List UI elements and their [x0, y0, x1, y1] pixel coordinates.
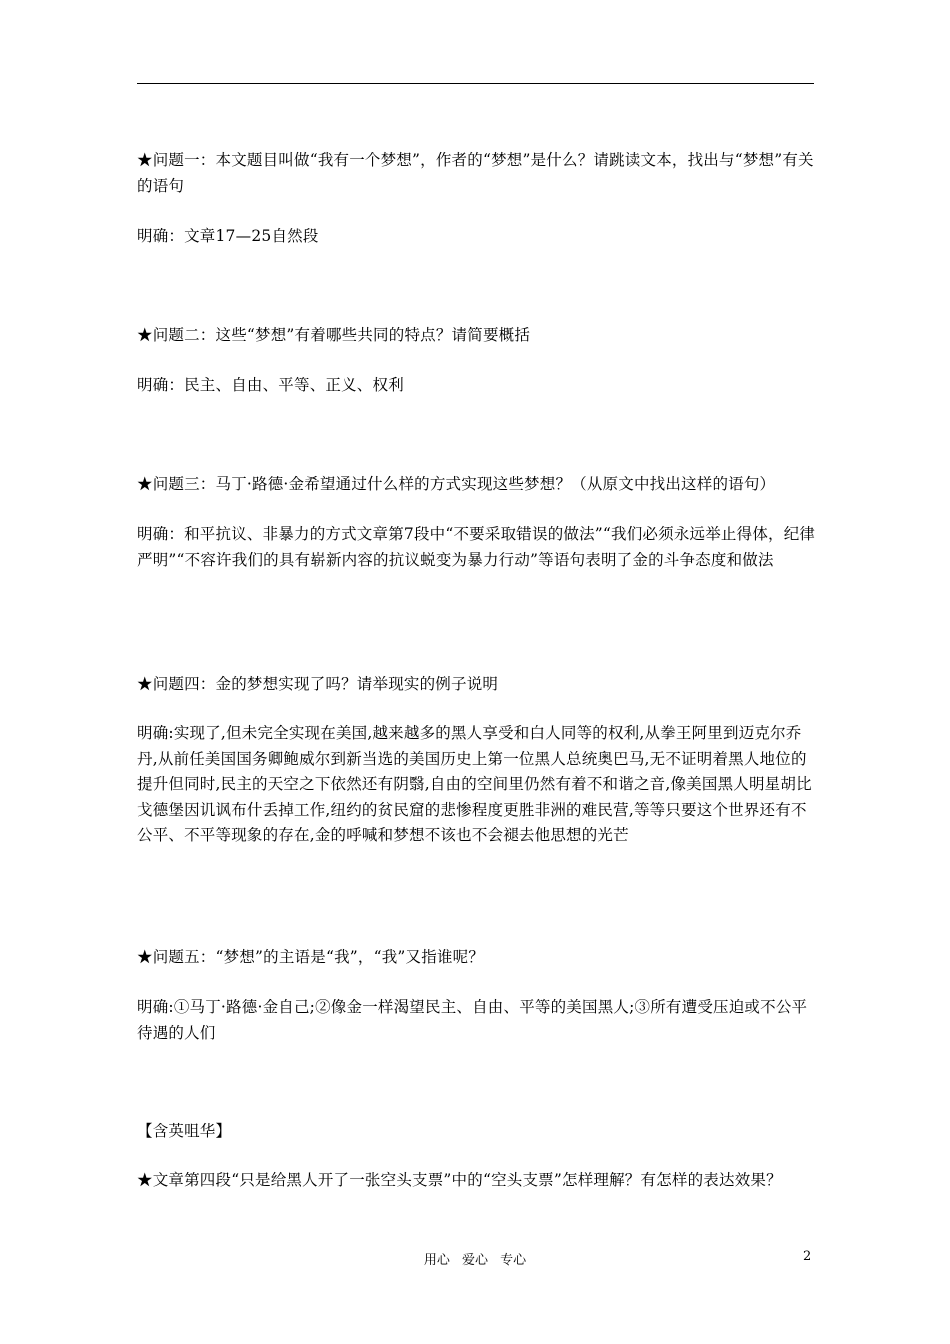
question-5: ★问题五：“梦想”的主语是“我”，“我”又指谁呢？ — [137, 948, 485, 966]
section-heading: 【含英咀华】 — [137, 1122, 232, 1140]
footer-motto: 用心 爱心 专心 — [423, 1253, 527, 1268]
question-4: ★问题四：金的梦想实现了吗？请举现实的例子说明 — [137, 675, 499, 693]
answer-2: 明确：民主、自由、平等、正义、权利 — [137, 376, 404, 394]
answer-3: 明确：和平抗议、非暴力的方式文章第7段中“不要采取错误的做法”“我们必须永远举止得体，纪律严明”“不容许我们的具有崭新内容的抗议蜕变为暴力行动”等语句表明了金的斗争态度和做法 — [137, 525, 816, 569]
answer-5: 明确:①马丁·路德·金自己;②像金一样渴望民主、自由、平等的美国黑人;③所有遭受压迫或不公平待遇的人们 — [137, 998, 808, 1042]
question-1: ★问题一：本文题目叫做“我有一个梦想”，作者的“梦想”是什么？请跳读文本，找出与“梦想”有关的语句 — [137, 151, 814, 195]
answer-1: 明确：文章17—25自然段 — [137, 227, 319, 245]
section-question: ★文章第四段“只是给黑人开了一张空头支票”中的“空头支票”怎样理解？有怎样的表达效果？ — [137, 1171, 782, 1189]
answer-4: 明确:实现了,但未完全实现在美国,越来越多的黑人享受和白人同等的权利,从拳王阿里到迈克尔乔丹,从前任美国国务卿鲍威尔到新当选的美国历史上第一位黑人总统奥巴马,无不证明着黑人地位的提升但同时,民主的天空之下依然还有阴翳,自由的空间里仍然有着不和谐之音,像美国黑人明星胡比戈德堡因讥讽布什丢掉工作,纽约的贫民窟的悲惨程度更胜非洲的难民营,等等只要这个世界还有不公平、不平等现象的存在,金的呼喊和梦想不该也不会褪去他思想的光芒 — [137, 724, 812, 844]
question-3: ★问题三：马丁·路德·金希望通过什么样的方式实现这些梦想？（从原文中找出这样的语句） — [137, 475, 776, 493]
question-2: ★问题二：这些“梦想”有着哪些共同的特点？请简要概括 — [137, 326, 531, 344]
page-number: 2 — [803, 1249, 812, 1264]
header-rule — [137, 83, 814, 84]
